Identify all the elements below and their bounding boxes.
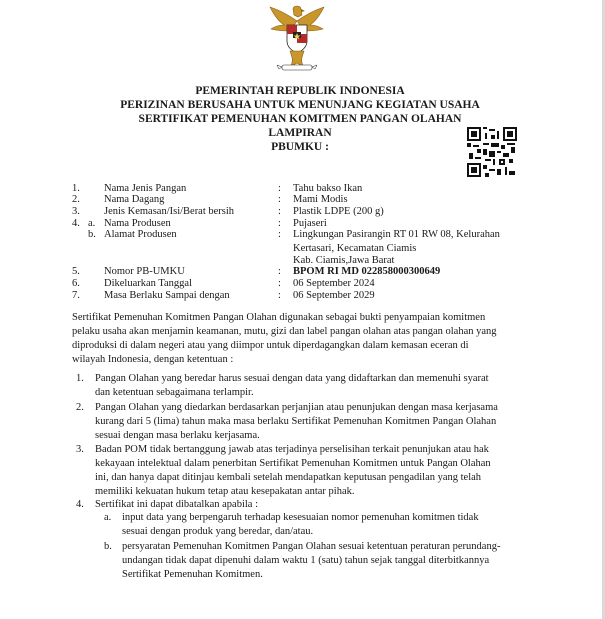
field-sub-letter: b. (88, 229, 96, 240)
header-licensing: PERIZINAN BERUSAHA UNTUK MENUNJANG KEGIATAN USAHA (120, 99, 480, 111)
field-colon: : (278, 206, 281, 217)
term-number: 3. (76, 444, 84, 455)
field-value: Tahu bakso Ikan (293, 183, 363, 194)
term-number: 2. (76, 402, 84, 413)
field-value: Pujaseri (293, 218, 327, 229)
field-value: Plastik LDPE (200 g) (293, 206, 384, 217)
term-line: ini, dan hanya dapat ditinjau kembali setelah mendapatkan keputusan pengadilan yang telah (95, 472, 482, 483)
document-header (80, 84, 520, 154)
field-label: Jenis Kemasan/Isi/Berat bersih (104, 206, 235, 217)
field-colon: : (278, 183, 281, 194)
field-value: Mami Modis (293, 194, 348, 205)
term-line: sesuai dengan masa berlaku kerjasama. (95, 430, 260, 441)
sub-term-letter: b. (104, 541, 112, 552)
field-value: Kertasari, Kecamatan Ciamis (293, 243, 417, 254)
term-line: memiliki kekuatan hukum tetap atau kesepakatan antar pihak. (95, 486, 355, 497)
sub-term-line: undangan tidak dapat dipenuhi dalam waktu 1 (satu) tahun sejak tanggal diterbitkannya (122, 555, 490, 566)
field-colon: : (278, 290, 281, 301)
intro-line: diproduksi di dalam negeri atau yang diimpor untuk diperdagangkan dalam kemasan eceran di (72, 340, 469, 351)
qr-code-icon (467, 127, 517, 177)
field-value: 06 September 2024 (293, 278, 375, 289)
field-label: Nama Produsen (104, 218, 171, 229)
garuda-emblem-icon (268, 3, 326, 73)
term-line: Pangan Olahan yang beredar harus sesuai dengan data yang didaftarkan dan memenuhi syarat (95, 373, 489, 384)
field-label: Alamat Produsen (104, 229, 177, 240)
field-number: 7. (72, 290, 80, 301)
term-line: dan ketentuan sebagaimana terlampir. (95, 387, 254, 398)
term-line: Pangan Olahan yang diedarkan berdasarkan perjanjian atau penunjukan dengan masa kerjasama (95, 402, 498, 413)
term-line: kurang dari 5 (lima) tahun maka masa berlaku Sertifikat Pemenuhan Komitmen Pangan Olahan (95, 416, 497, 427)
intro-line: wilayah Indonesia, dengan ketentuan : (72, 354, 234, 365)
header-certificate: SERTIFIKAT PEMENUHAN KOMITMEN PANGAN OLAHAN (138, 113, 462, 125)
header-pbumku: PBUMKU : (271, 141, 329, 153)
field-value: Lingkungan Pasirangin RT 01 RW 08, Kelurahan (293, 229, 500, 240)
field-value: 06 September 2029 (293, 290, 375, 301)
sub-term-line: Sertifikat Pemenuhan Komitmen. (122, 569, 263, 580)
field-colon: : (278, 194, 281, 205)
term-line: kekayaan intelektual dalam penerbitan Sertifikat Pemenuhan Komitmen untuk Pangan Olahan (95, 458, 491, 469)
intro-line: pelaku usaha akan menjamin keamanan, mutu, gizi dan label pangan olahan atas pangan olahan yang (72, 326, 497, 337)
term-line: Badan POM tidak bertanggung jawab atas terjadinya perselisihan terkait penunjukan atau hak (95, 444, 489, 455)
field-label: Dikeluarkan Tanggal (104, 278, 192, 289)
sub-term-line: sesuai dengan produk yang beredar, dan/atau. (122, 526, 314, 537)
field-colon: : (278, 218, 281, 229)
intro-line: Sertifikat Pemenuhan Komitmen Pangan Olahan digunakan sebagai bukti penyampaian komitmen (72, 312, 486, 323)
field-value: Kab. Ciamis,Jawa Barat (293, 255, 395, 266)
field-label: Nama Jenis Pangan (104, 183, 187, 194)
field-value: BPOM RI MD 022858000300649 (293, 266, 441, 277)
sub-term-line: input data yang berpengaruh terhadap kesesuaian nomor pemenuhan komitmen tidak (122, 512, 479, 523)
field-number: 2. (72, 194, 80, 205)
term-number: 4. (76, 499, 84, 510)
field-colon: : (278, 266, 281, 277)
field-label: Nama Dagang (104, 194, 165, 205)
sub-term-line: persyaratan Pemenuhan Komitmen Pangan Olahan sesuai ketentuan peraturan perundang- (122, 541, 501, 552)
header-government: PEMERINTAH REPUBLIK INDONESIA (195, 85, 405, 97)
field-label: Masa Berlaku Sampai dengan (104, 290, 230, 301)
field-number: 4. (72, 218, 80, 229)
field-number: 6. (72, 278, 80, 289)
field-label: Nomor PB-UMKU (104, 266, 185, 277)
intro-paragraph (72, 311, 497, 367)
field-number: 3. (72, 206, 80, 217)
term-number: 1. (76, 373, 84, 384)
header-attachment: LAMPIRAN (268, 127, 332, 139)
sub-term-letter: a. (104, 512, 112, 523)
field-sub-letter: a. (88, 218, 96, 229)
term-line: Sertifikat ini dapat dibatalkan apabila : (95, 499, 258, 510)
field-colon: : (278, 229, 281, 240)
field-number: 5. (72, 266, 80, 277)
field-colon: : (278, 278, 281, 289)
field-number: 1. (72, 183, 80, 194)
